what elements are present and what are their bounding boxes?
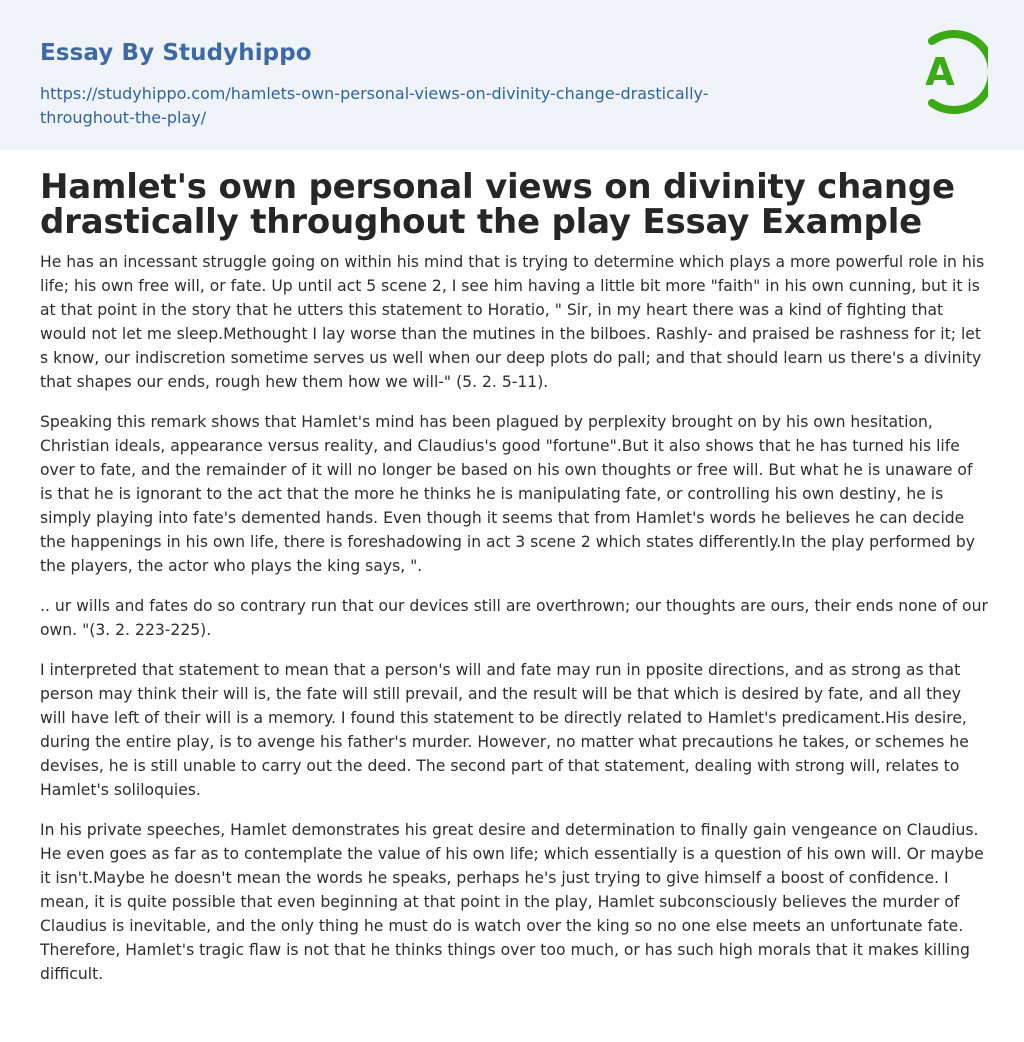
source-url-link[interactable]: https://studyhippo.com/hamlets-own-personal-views-on-divinity-change-drastically-throughout-the-play/ [40,84,709,127]
site-brand[interactable]: Essay By Studyhippo [40,40,312,66]
article-paragraph-3: .. ur wills and fates do so contrary run that our devices still are overthrown; our thoughts are ours, their ends none of our own. "(3. 2. 223-225). [40,597,988,639]
letter-a-ring-logo-icon[interactable] [908,28,988,116]
article [40,167,988,1002]
site-header [0,0,1024,150]
logo-letter: A [925,50,955,94]
article-paragraph-2: Speaking this remark shows that Hamlet's mind has been plagued by perplexity brought on by his own hesitation, Christian ideals, appearance versus reality, and Claudius's good "fortune".But it also shows that he has turned his life over to fate, and the remainder of it will no longer be based on his own thoughts or free will. But what he is unaware of is that he is ignorant to the act that the more he thinks he is manipulating fate, or controlling his own destiny, he is simply playing into fate's demented hands. Even though it seems that from Hamlet's words he believes he can decide the happenings in his own life, there is foreshadowing in act 3 scene 2 which states differently.In the play performed by the players, the actor who plays the king says, ". [40,413,975,575]
article-paragraph-4: I interpreted that statement to mean that a person's will and fate may run in pposite directions, and as strong as that person may think their will is, the fate will still prevail, and the result will be that which is desired by fate, and all they will have left of their will is a memory. I found this statement to be directly related to Hamlet's predicament.His desire, during the entire play, is to avenge his father's murder. However, no matter what precautions he takes, or schemes he devises, he is still unable to carry out the deed. The second part of that statement, dealing with strong will, relates to Hamlet's soliloquies. [40,661,969,799]
article-paragraph-5: In his private speeches, Hamlet demonstrates his great desire and determination to finally gain vengeance on Claudius. He even goes as far as to contemplate the value of his own life; which essentially is a question of his own will. Or maybe it isn't.Maybe he doesn't mean the words he speaks, perhaps he's just trying to give himself a boost of confidence. I mean, it is quite possible that even beginning at that point in the play, Hamlet subconsciously believes the murder of Claudius is inevitable, and the only thing he must do is watch over the king so no one else meets an unfortunate fate. Therefore, Hamlet's tragic flaw is not that he thinks things over too much, or has such high morals that it makes killing difficult. [40,821,984,983]
article-paragraph-1: He has an incessant struggle going on within his mind that is trying to determine which plays a more powerful role in his life; his own free will, or fate. Up until act 5 scene 2, I see him having a little bit more "faith" in his own cunning, but it is at that point in the story that he utters this statement to Horatio, " Sir, in my heart there was a kind of fighting that would not let me sleep.Methought I lay worse than the mutines in the bilboes. Rashly- and praised be rashness for it; let s know, our indiscretion sometime serves us well when our deep plots do pall; and that should learn us there's a divinity that shapes our ends, rough hew them how we will-" (5. 2. 5-11). [40,253,985,391]
article-title: Hamlet's own personal views on divinity change drastically throughout the play Essay Example [40,167,955,242]
